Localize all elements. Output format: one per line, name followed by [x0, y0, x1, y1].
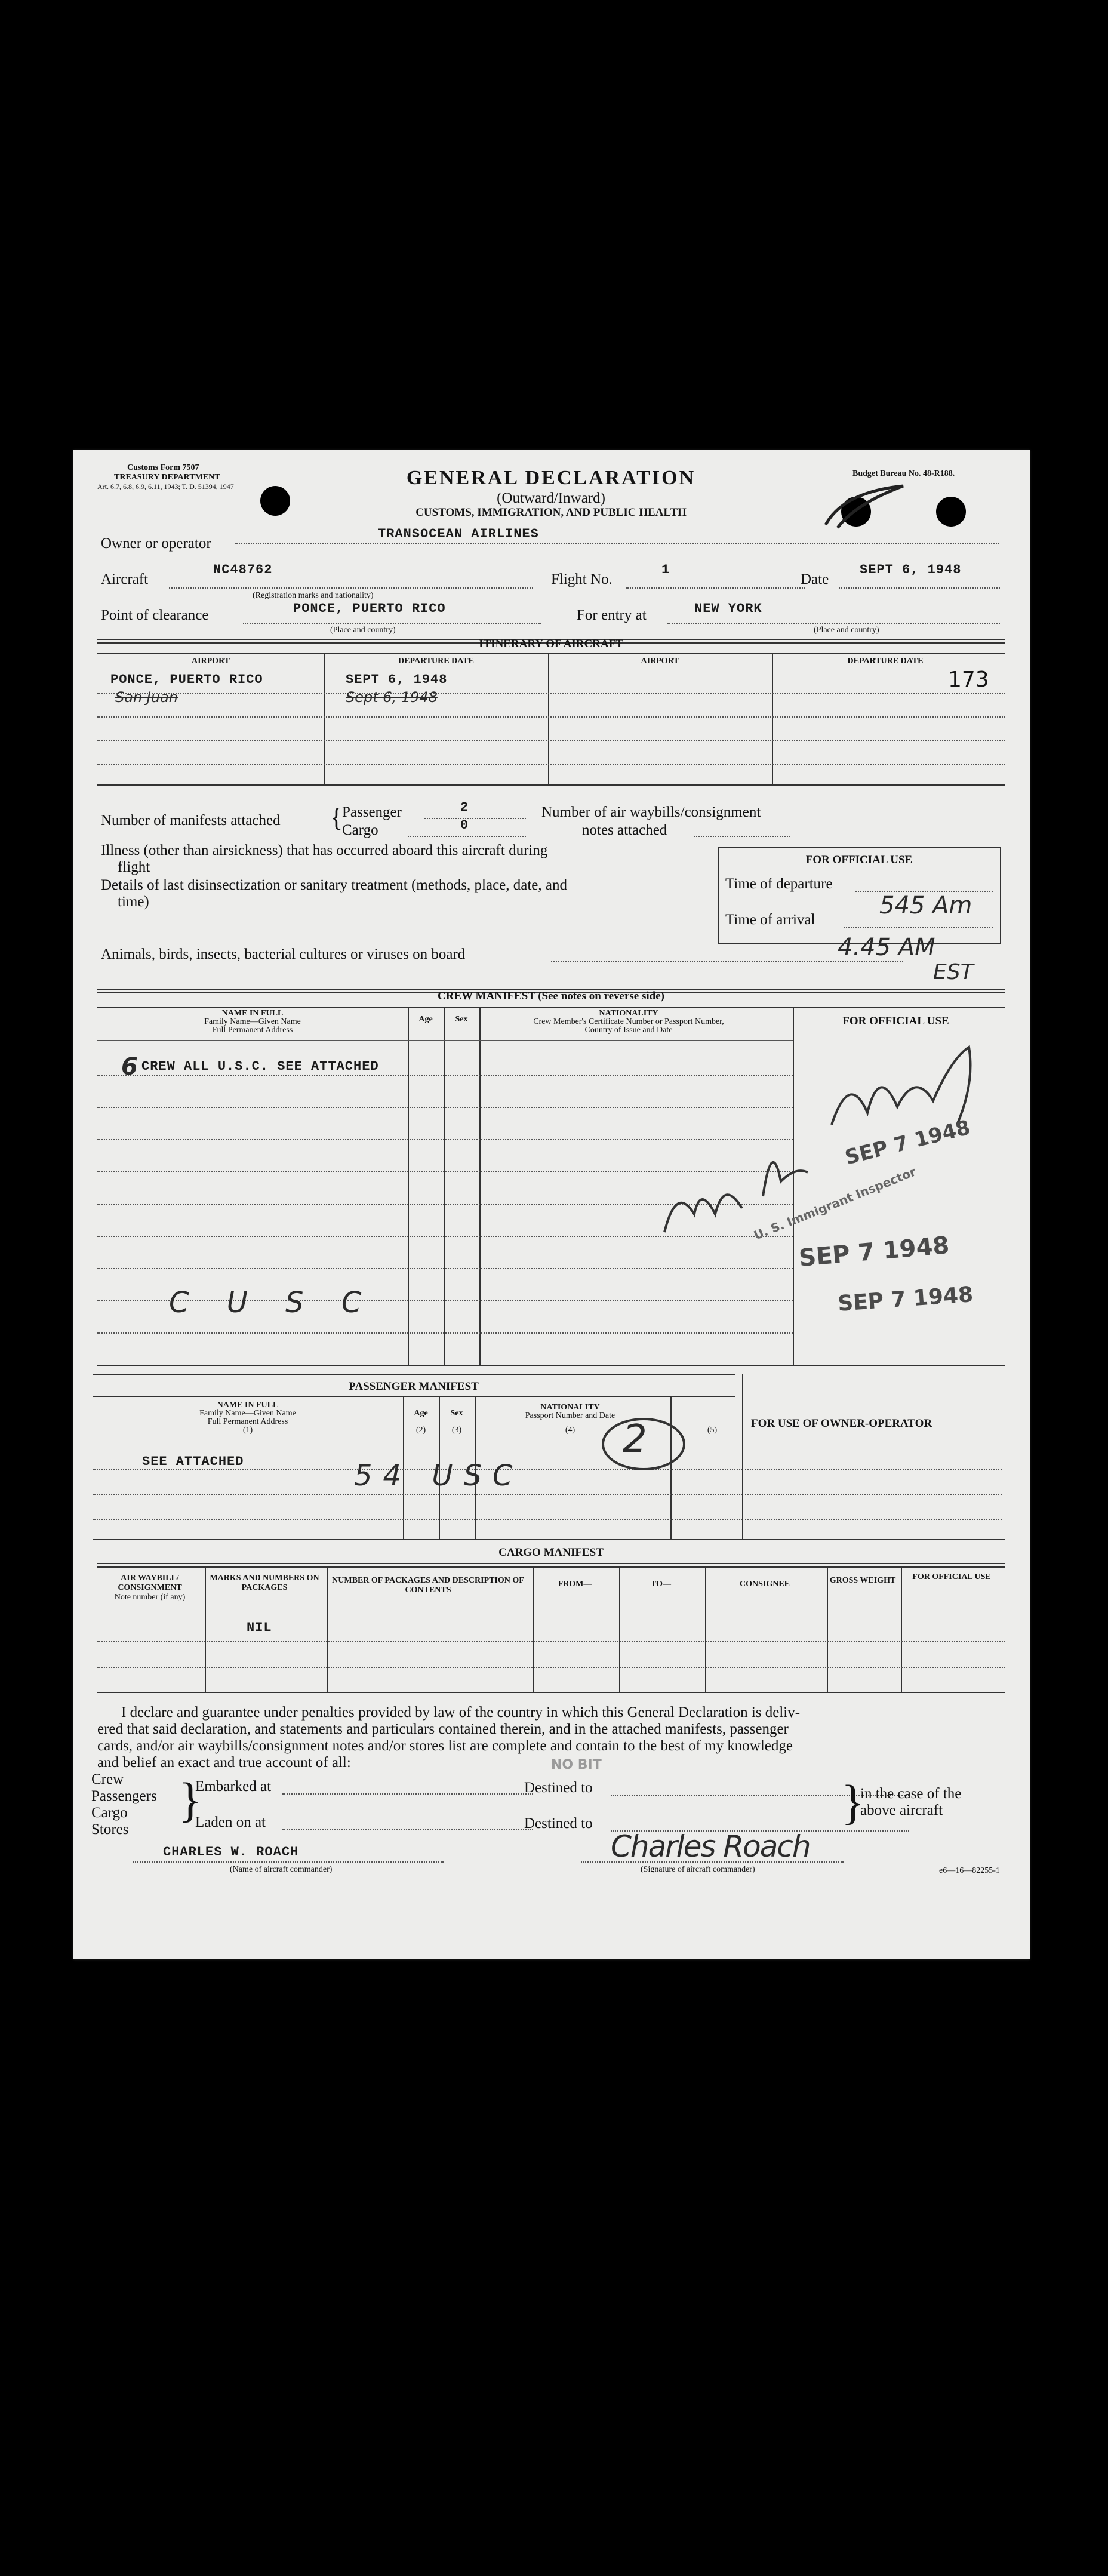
passenger-hand-note: 54 USC — [354, 1459, 524, 1492]
decl-passengers: Passengers — [91, 1788, 157, 1804]
entry-note: (Place and country) — [814, 626, 879, 635]
animals-label: Animals, birds, insects, bacterial cultures or viruses on board — [101, 946, 466, 962]
timezone-value: EST — [933, 960, 974, 984]
cargo-col-consignee: CONSIGNEE — [739, 1580, 790, 1589]
manifests-count-label: Number of manifests attached — [101, 812, 281, 829]
decl-cargo: Cargo — [91, 1805, 128, 1821]
cargo-col-official: FOR OFFICIAL USE — [912, 1572, 991, 1581]
punch-hole — [936, 497, 966, 527]
declaration-line-2: ered that said declaration, and statements and particulars contained therein, and in the attached manifests, passenger — [97, 1721, 789, 1737]
case-label-2: above aircraft — [860, 1802, 943, 1818]
itinerary-date-2-struck: Sept 6, 1948 — [346, 689, 438, 706]
clearance-label: Point of clearance — [101, 607, 209, 623]
passenger-col-5: (5) — [707, 1426, 718, 1435]
disinsect-label: Details of last disinsectization or sanitary treatment (methods, place, date, and — [101, 877, 567, 893]
laden-label: Laden on at — [195, 1814, 266, 1830]
crew-col-age: Age — [418, 1015, 433, 1024]
extra-time-value: 4.45 AM — [838, 934, 935, 961]
crew-col-official: FOR OFFICIAL USE — [842, 1015, 949, 1027]
date-label: Date — [801, 571, 829, 587]
itinerary-date-1: SEPT 6, 1948 — [346, 672, 448, 687]
commander-name: CHARLES W. ROACH — [163, 1845, 299, 1860]
embarked-label: Embarked at — [195, 1778, 272, 1795]
form-agencies: CUSTOMS, IMMIGRATION, AND PUBLIC HEALTH — [415, 506, 687, 519]
illness-label: Illness (other than airsickness) that has occurred aboard this aircraft during — [101, 842, 548, 858]
entry-value: NEW YORK — [694, 601, 762, 616]
form-code: e6—16—82255-1 — [939, 1866, 1000, 1875]
cargo-col-packages: NUMBER OF PACKAGES AND DESCRIPTION OF CONTENTS — [332, 1576, 524, 1595]
art-references: Art. 6.7, 6.8, 6.9, 6.11, 1943; T. D. 51394, 1947 — [97, 482, 234, 491]
commander-signature: Charles Roach — [611, 1829, 810, 1864]
cargo-manifest-count: 0 — [460, 818, 469, 833]
entry-stamp-3: SEP 7 1948 — [836, 1282, 974, 1316]
disinsect-label-2: time) — [118, 894, 149, 910]
date-value: SEPT 6, 1948 — [860, 562, 962, 577]
faint-stamp: NO BIT — [551, 1758, 602, 1772]
crew-entry: CREW ALL U.S.C. SEE ATTACHED — [141, 1059, 379, 1074]
passenger-col-nationality: NATIONALITY — [540, 1403, 600, 1412]
case-label-1: in the case of the — [860, 1786, 962, 1802]
cargo-col-to: TO— — [651, 1580, 671, 1589]
decl-stores: Stores — [91, 1821, 129, 1838]
crew-col-nationality-2: Crew Member's Certificate Number or Passport Number, — [533, 1017, 724, 1026]
clearance-value: PONCE, PUERTO RICO — [293, 601, 446, 616]
passenger-col-name-3: Full Permanent Address — [207, 1417, 288, 1426]
general-declaration-form: Customs Form 7507 TREASURY DEPARTMENT Art. 6.7, 6.8, 6.9, 6.11, 1943; T. D. 51394, 1947 GENERAL DECLARATION (Outward/Inward) CUSTOMS, IMMIGRATION, AND PUBLIC HEALTH Budget Bureau No. 48-R188. Owner or operator TRANSOCEAN AIRLINES Aircraft NC48762 (Registration marks and nationality) Flight No. 1 Date SEPT 6, 1948 Point of clearance PONCE, PUERTO RICO (Place and country) For entry at NEW YORK (Place and country) ITINERARY OF AIRCRAFT AIRPORT DEPARTURE DATE AIRPORT DEPARTURE DATE PONCE, PUERTO RICO SEPT 6, 1948 San Juan Sept 6, 1948 173 Number of manifests attached { Passenger 2 Cargo 0 Number of air waybills/consignment notes attached Illness (other than airsickness) that has occurred aboard this aircraft during flight Details of last disinsectization or sanitary treatment (methods, place, date, and time) Animals, birds, insects, bacterial cultures or viruses on board FOR OFFICIAL USE Time of departure Time of arrival 545 Am 4.45 AM EST CREW MANIFEST (See notes on reverse side) NAME IN FULL Family Name—Given Name Full Permanent Address Age Sex NATIONALITY Crew Member's Certificate Number or Passport Number, Country of Issue and Date FOR OFFICIAL USE 6 CREW ALL U.S.C. SEE ATTACHED C U S C SEP 7 1948 U. S. Immigrant Inspector SEP 7 1948 SEP 7 1948 PASSENGER MANIFEST NAME IN FULL Family Name—Given Name Full Permanent Address (1) Age (2) Sex (3) NATIONALITY Passport Number and Date (4) (5) FOR USE OF OWNER-OPERATOR SEE ATTACHED 54 USC 2 CARGO MANIFEST AIR WAYBILL/ CONSIGNMENT Note number (if any) MARKS AND NUMBERS ON PACKAGES NUMBER OF PACKAGES AND DESCRIPTION OF CONTENTS FROM— TO— CONSIGNEE GROSS WEIGHT FOR OFFICIAL USE NIL I declare and guarantee under penalties provided by law of the country in which this General Declaration is deliv- ered that said declaration, and statements and particulars contained therein, and in the attached manifests, passenger cards, and/or air waybills/consignment notes and/or stores list are complete and contain to the best of my knowledge and belief an exact and true account of all: Crew Passengers Cargo Stores } Embarked at Laden on at Destined to Destined to } in the case of the above aircraft NO BIT CHARLES W. ROACH (Name of aircraft commander) Charles Roach (Signature of aircraft commander) e6—16—82255-1 — [73, 450, 1030, 1959]
passenger-manifest-label: Passenger — [342, 804, 402, 820]
passenger-hand-count: 2 — [623, 1417, 647, 1461]
punch-hole — [260, 486, 290, 516]
itinerary-col-airport-2: AIRPORT — [641, 657, 679, 666]
cargo-entry: NIL — [247, 1620, 272, 1635]
itinerary-airport-1: PONCE, PUERTO RICO — [110, 672, 263, 687]
decl-crew: Crew — [91, 1771, 124, 1787]
declaration-line-3: cards, and/or air waybills/consignment notes and/or stores list are complete and contain to the best of my knowledge — [97, 1738, 793, 1754]
time-arrival-value: 545 Am — [879, 892, 972, 919]
entry-stamp-1: SEP 7 1948 — [842, 1115, 973, 1170]
aircraft-note: (Registration marks and nationality) — [253, 591, 374, 600]
destined-label-1: Destined to — [524, 1780, 593, 1796]
crew-col-nationality-3: Country of Issue and Date — [584, 1026, 673, 1035]
cargo-col-marks: MARKS AND NUMBERS ON PACKAGES — [210, 1574, 319, 1592]
aircraft-value: NC48762 — [213, 562, 273, 577]
cargo-col-waybill-2: Note number (if any) — [114, 1593, 186, 1602]
itinerary-title: ITINERARY OF AIRCRAFT — [479, 638, 623, 650]
crew-manifest-title: CREW MANIFEST (See notes on reverse side) — [438, 990, 664, 1002]
passenger-col-age-num: (2) — [415, 1426, 426, 1435]
passenger-col-age: Age — [414, 1409, 428, 1418]
crew-count: 6 — [121, 1053, 138, 1081]
declaration-line-4: and belief an exact and true account of all: — [97, 1755, 351, 1771]
passenger-col-name-num: (1) — [242, 1426, 253, 1435]
crew-col-nationality: NATIONALITY — [599, 1009, 658, 1018]
flight-label: Flight No. — [551, 571, 613, 587]
budget-bureau: Budget Bureau No. 48-R188. — [852, 469, 955, 478]
cargo-col-from: FROM— — [558, 1580, 592, 1589]
passenger-col-sex: Sex — [450, 1409, 463, 1418]
passenger-col-name-2: Family Name—Given Name — [199, 1409, 296, 1418]
illness-label-2: flight — [118, 859, 150, 875]
commander-name-label: (Name of aircraft commander) — [230, 1865, 333, 1874]
crew-col-name-3: Full Permanent Address — [212, 1026, 293, 1035]
itinerary-airport-2-struck: San Juan — [115, 689, 178, 706]
waybills-label: Number of air waybills/consignment — [541, 804, 761, 820]
itinerary-col-airport: AIRPORT — [191, 657, 230, 666]
official-use-title: FOR OFFICIAL USE — [805, 854, 913, 866]
entry-stamp-2: SEP 7 1948 — [798, 1232, 950, 1272]
cargo-manifest-label: Cargo — [342, 822, 378, 838]
page-number: 173 — [948, 667, 989, 692]
circled-count-mark — [599, 1411, 688, 1477]
passenger-manifest-count: 2 — [460, 800, 469, 815]
cargo-col-weight: GROSS WEIGHT — [829, 1576, 896, 1585]
inspector-stamp: U. S. Immigrant Inspector — [752, 1164, 918, 1243]
passenger-col-name: NAME IN FULL — [217, 1401, 279, 1409]
treasury-department: TREASURY DEPARTMENT — [114, 473, 220, 482]
passenger-col-sex-num: (3) — [451, 1426, 462, 1435]
owner-label: Owner or operator — [101, 535, 211, 552]
owner-value: TRANSOCEAN AIRLINES — [378, 527, 539, 541]
passenger-col-nationality-2: Passport Number and Date — [525, 1411, 615, 1420]
declaration-line-1: I declare and guarantee under penalties provided by law of the country in which this General Declaration is deliv- — [121, 1704, 801, 1721]
entry-label: For entry at — [577, 607, 647, 623]
owner-operator-title: FOR USE OF OWNER-OPERATOR — [751, 1417, 932, 1430]
destined-label-2: Destined to — [524, 1815, 593, 1832]
time-departure-label: Time of departure — [725, 876, 833, 892]
signature-label: (Signature of aircraft commander) — [641, 1865, 755, 1874]
passenger-manifest-title: PASSENGER MANIFEST — [349, 1380, 479, 1393]
time-arrival-label: Time of arrival — [725, 912, 815, 928]
cargo-manifest-title: CARGO MANIFEST — [498, 1546, 604, 1559]
flight-value: 1 — [661, 562, 670, 577]
aircraft-label: Aircraft — [101, 571, 149, 587]
waybills-label-2: notes attached — [582, 822, 667, 838]
pen-loop-mark — [820, 480, 915, 534]
form-subtitle: (Outward/Inward) — [497, 490, 605, 506]
clearance-note: (Place and country) — [330, 626, 396, 635]
crew-col-sex: Sex — [455, 1015, 468, 1024]
form-title: GENERAL DECLARATION — [406, 467, 696, 489]
crew-hand-note: C U S C — [169, 1286, 376, 1319]
passenger-entry: SEE ATTACHED — [142, 1454, 244, 1469]
customs-form-number: Customs Form 7507 — [127, 463, 199, 472]
crew-col-name: NAME IN FULL — [221, 1009, 284, 1018]
itinerary-col-departure-2: DEPARTURE DATE — [847, 657, 924, 666]
passenger-col-nationality-num: (4) — [565, 1426, 575, 1435]
crew-col-name-2: Family Name—Given Name — [204, 1017, 301, 1026]
itinerary-col-departure: DEPARTURE DATE — [398, 657, 474, 666]
cargo-col-waybill: AIR WAYBILL/ CONSIGNMENT — [118, 1574, 182, 1592]
